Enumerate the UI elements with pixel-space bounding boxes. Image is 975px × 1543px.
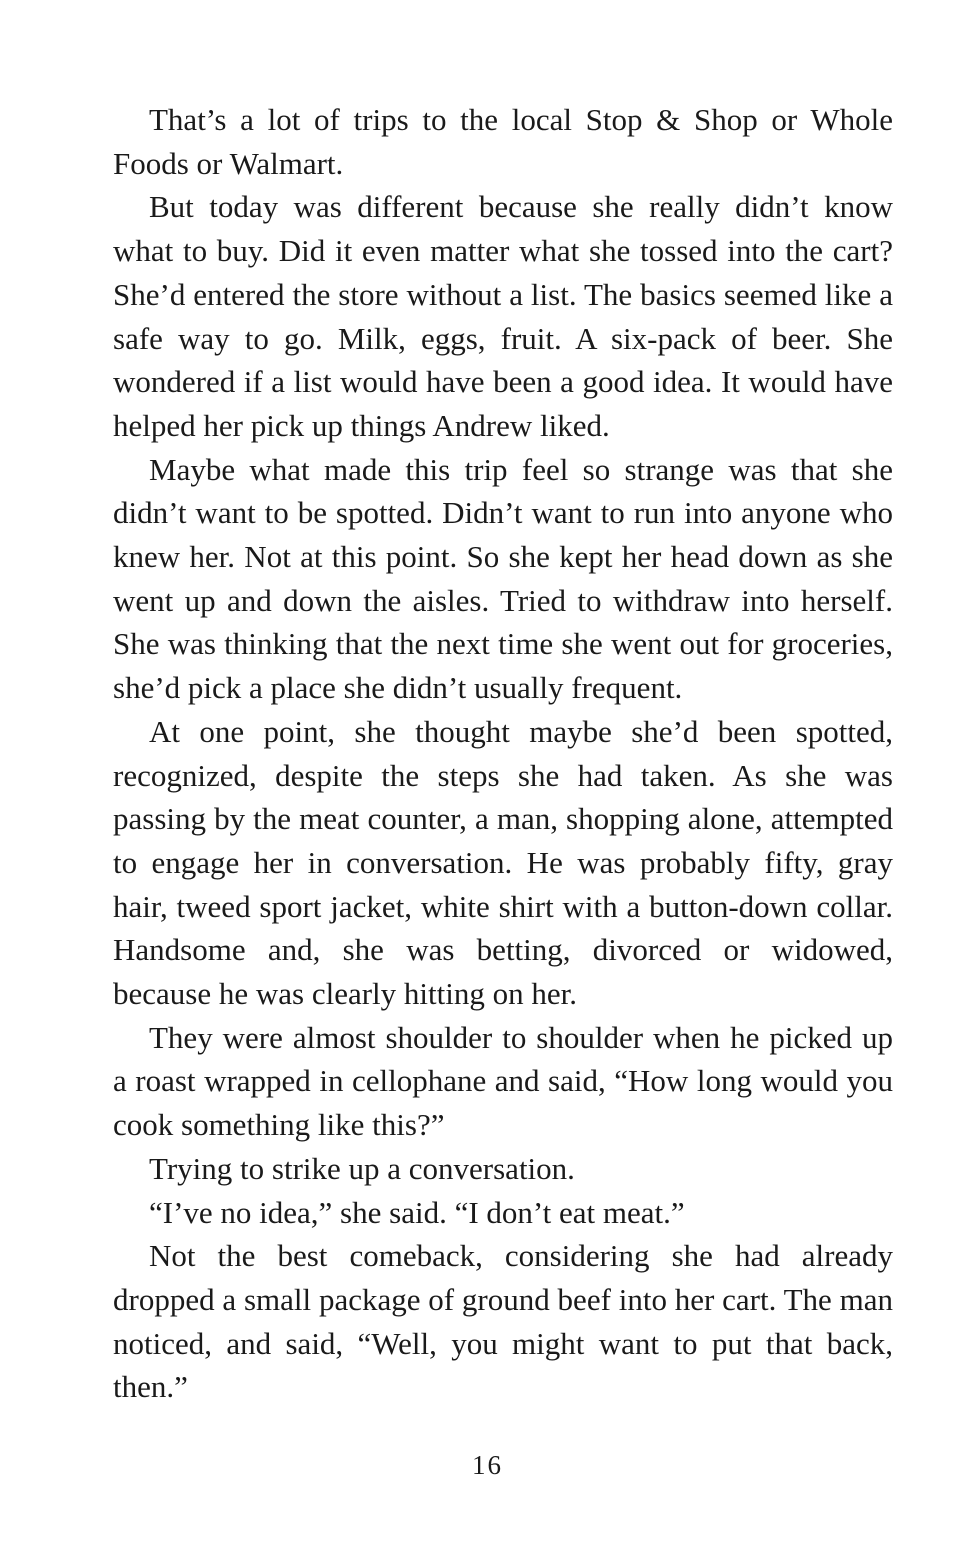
paragraph-3: Maybe what made this trip feel so strange was that she didn’t want to be spotted. Didn’t want to run into anyone who knew her. Not at this point. So she kept her head down as she went up and down the aisles. Tried to withdraw into herself. She was thinking that the next time she went out for groceries, she’d pick a place she didn’t usually frequent. bbox=[113, 451, 893, 706]
paragraph-7: “I’ve no idea,” she said. “I don’t eat meat.” bbox=[149, 1194, 685, 1230]
paragraph-5: They were almost shoulder to shoulder when he picked up a roast wrapped in cellophane and said, “How long would you cook something like this?” bbox=[113, 1019, 893, 1143]
book-page-body bbox=[113, 98, 893, 1409]
paragraph-4: At one point, she thought maybe she’d been spotted, recognized, despite the steps she had taken. As she was passing by the meat counter, a man, shopping alone, attempted to engage her in conversation. He was probably fifty, gray hair, tweed sport jacket, white shirt with a button-down collar. Handsome and, she was betting, divorced or widowed, because he was clearly hitting on her. bbox=[113, 713, 893, 1012]
paragraph-8: Not the best comeback, considering she had already dropped a small package of ground beef into her cart. The man noticed, and said, “Well, you might want to put that back, then.” bbox=[113, 1238, 893, 1405]
paragraph-6: Trying to strike up a conversation. bbox=[149, 1150, 575, 1186]
paragraph-2: But today was different because she really didn’t know what to buy. Did it even matter what she tossed into the cart? She’d entered the store without a list. The basics seemed like a safe way to go. Milk, eggs, fruit. A six-pack of beer. She wondered if a list would have been a good idea. It would have helped her pick up things Andrew liked. bbox=[113, 189, 893, 443]
paragraph-1: That’s a lot of trips to the local Stop & Shop or Whole Foods or Walmart. bbox=[113, 102, 893, 181]
page-number: 16 bbox=[472, 1450, 503, 1480]
